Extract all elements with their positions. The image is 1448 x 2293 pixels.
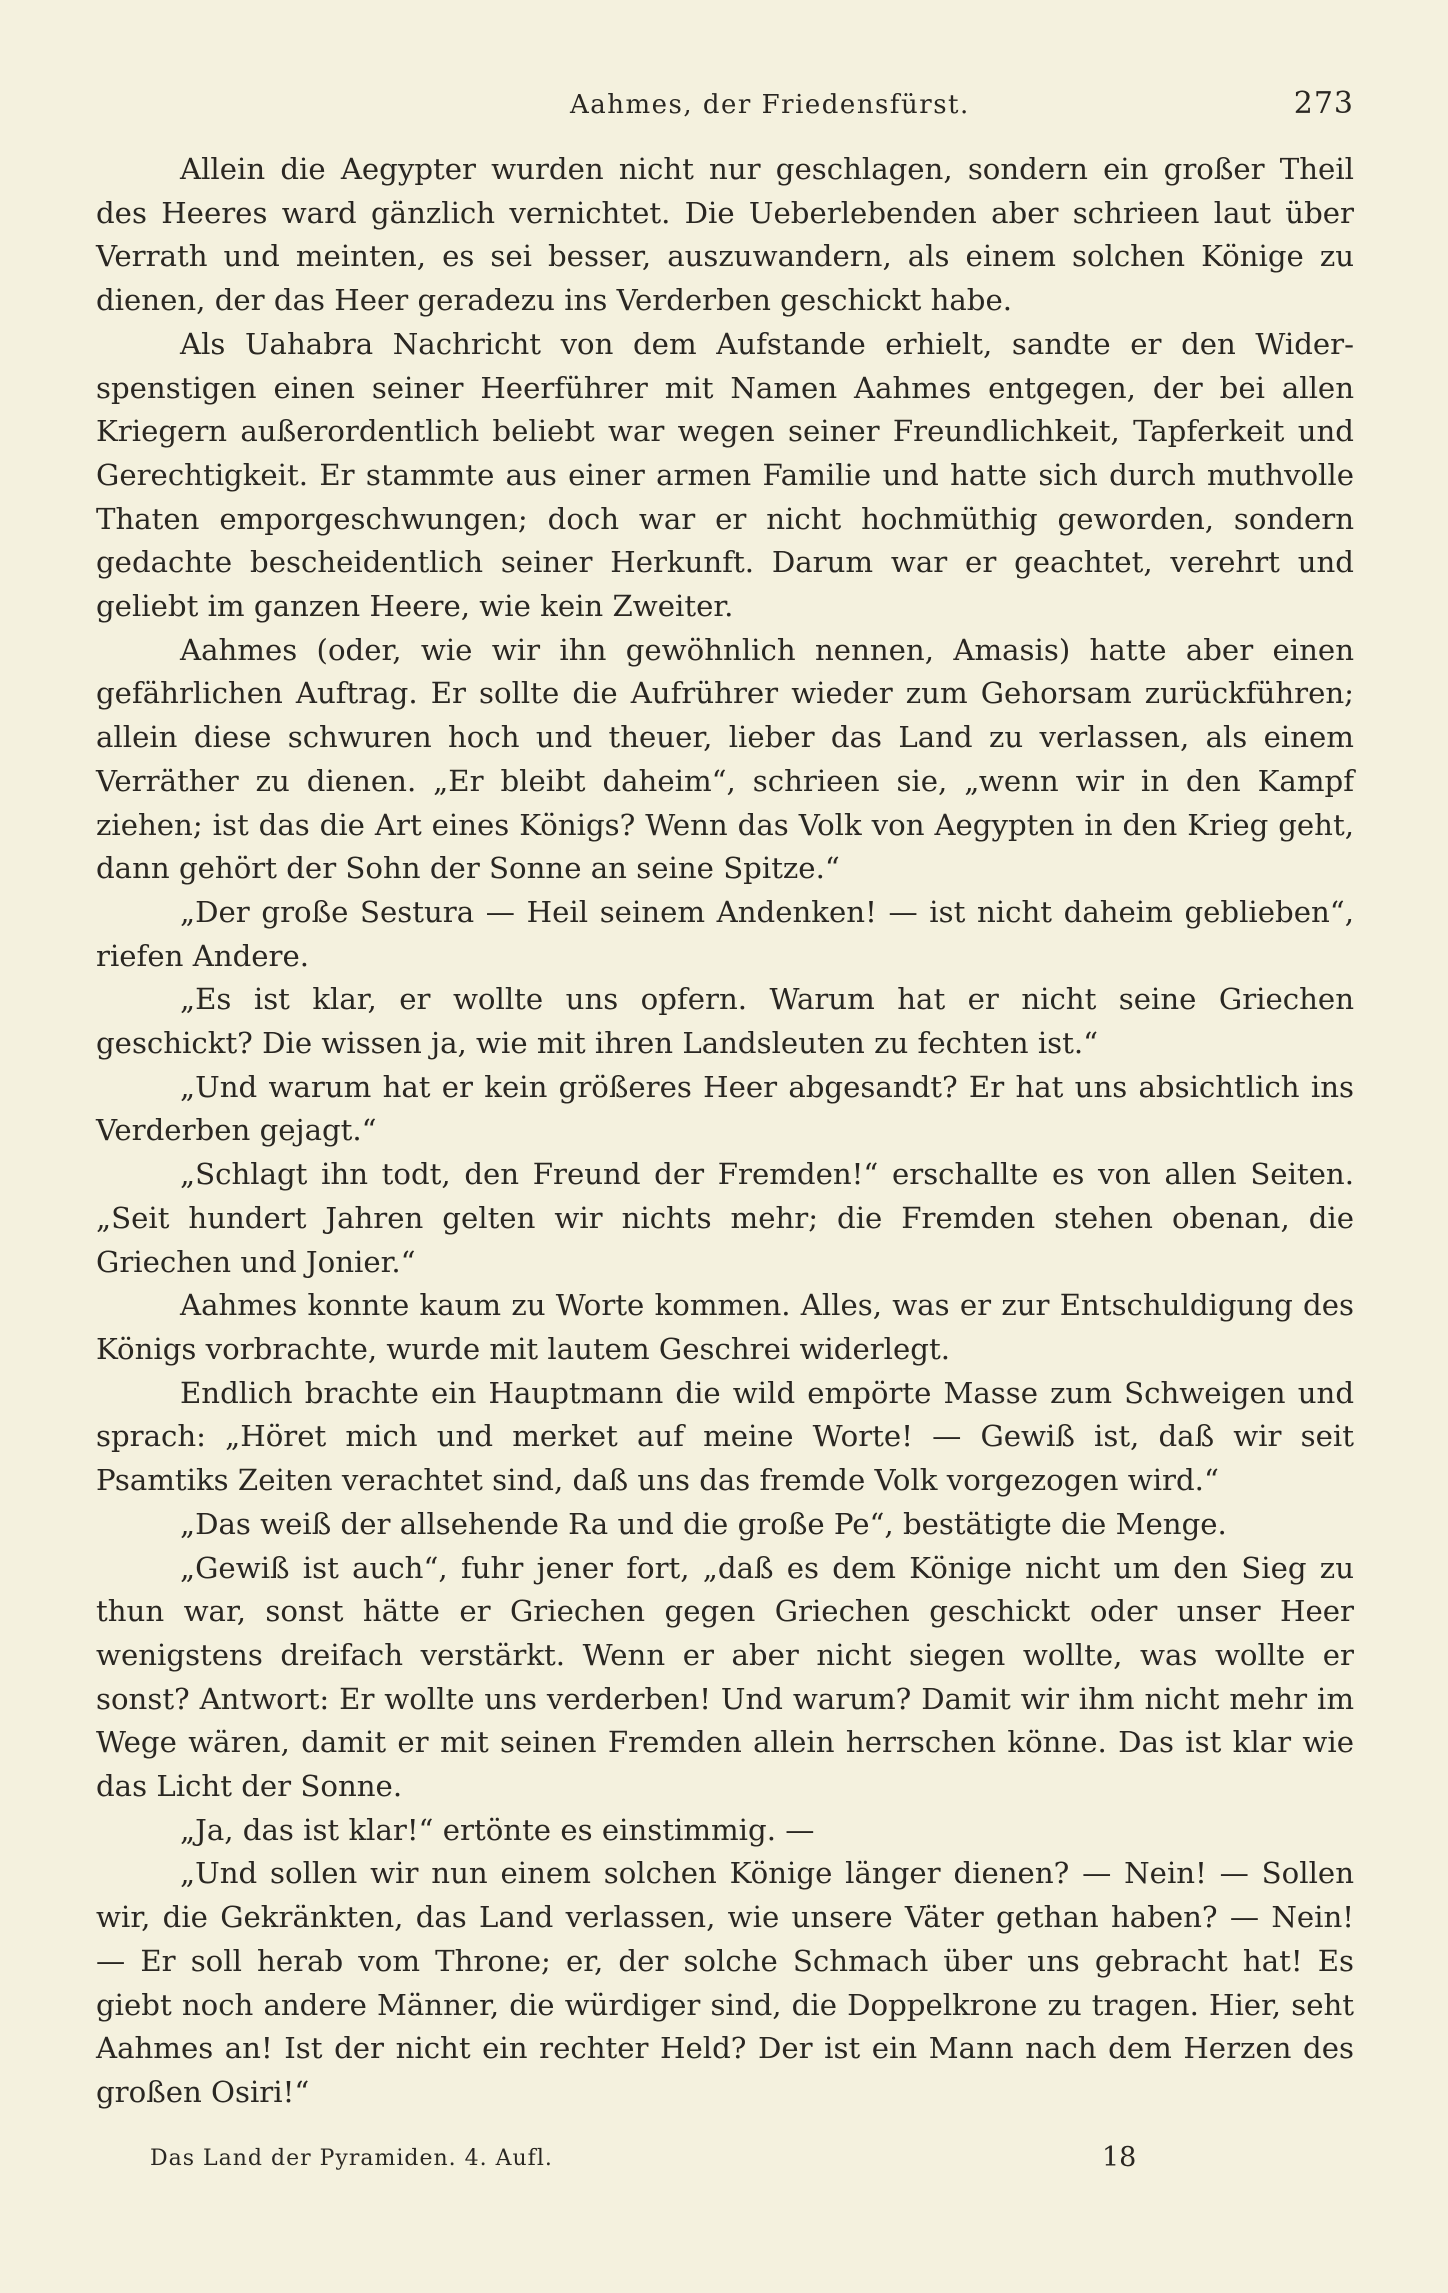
paragraph: „Es ist klar, er wollte uns opfern. Warum hat er nicht seine Griechen geschickt? Die wissen ja, wie mit ihren Landsleuten zu fechten ist.“ — [96, 982, 1354, 1061]
paragraph: Allein die Aegypter wurden nicht nur geschlagen, sondern ein großer Theil des Heeres ward gänzlich vernichtet. Die Ueberlebenden aber schrieen laut über Verrath und meinten, es sei besser, auszuwandern, als einem solchen Könige zu dienen, der das Heer geradezu ins Verderben geschickt habe. — [96, 152, 1354, 318]
paragraph: „Und sollen wir nun einem solchen Könige länger dienen? — Nein! — Sollen wir, die Gekränkten, das Land verlassen, wie unsere Väter gethan haben? — Nein! — Er soll herab vom Throne; er, der solche Schmach über uns gebracht hat! Es giebt noch andere Männer, die würdiger sind, die Doppelkrone zu tragen. Hier, seht Aahmes an! Ist der nicht ein rechter Held? Der ist ein Mann nach dem Herzen des großen Osiri!“ — [96, 1856, 1354, 2109]
page-footer — [150, 2142, 1448, 2173]
page-header — [96, 86, 1354, 140]
paragraph: „Das weiß der allsehende Ra und die große Pe“, bestätigte die Menge. — [180, 1506, 1227, 1541]
paragraph: Aahmes (oder, wie wir ihn gewöhnlich nennen, Amasis) hatte aber einen gefährlichen Auftrag. Er sollte die Aufrührer wieder zum Gehorsam zurückführen; allein diese schwuren hoch und theuer, lieber das Land zu verlassen, als einem Verräther zu dienen. „Er bleibt daheim“, schrieen sie, „wenn wir in den Kampf ziehen; ist das die Art eines Königs? Wenn das Volk von Aegypten in den Krieg geht, dann gehört der Sohn der Sonne an seine Spitze.“ — [96, 632, 1354, 886]
paragraph: „Der große Sesturа — Heil seinem Andenken! — ist nicht daheim geblieben“, riefen Andere. — [96, 894, 1354, 973]
page-number: 273 — [1293, 86, 1354, 121]
paragraph: Als Uahabra Nachricht von dem Aufstande erhielt, sandte er den Widerspenstigen einen seiner Heerführer mit Namen Aahmes entgegen, der bei allen Kriegern außerordentlich beliebt war wegen seiner Freundlichkeit, Tapferkeit und Gerechtigkeit. Er stammte aus einer armen Familie und hatte sich durch muthvolle Thaten emporgeschwungen; doch war er nicht hochmüthig geworden, sondern gedachte bescheidentlich seiner Herkunft. Darum war er geachtet, verehrt und geliebt im ganzen Heere, wie kein Zweiter. — [96, 326, 1354, 624]
paragraph: „Und warum hat er kein größeres Heer abgesandt? Er hat uns absichtlich ins Verderben gejagt.“ — [96, 1069, 1354, 1148]
paragraph: Endlich brachte ein Hauptmann die wild empörte Masse zum Schweigen und sprach: „Höret mich und merket auf meine Worte! — Gewiß ist, daß wir seit Psamtiks Zeiten verachtet sind, daß uns das fremde Volk vorgezogen wird.“ — [96, 1375, 1354, 1498]
body-text — [96, 148, 1354, 2115]
paragraph: Aahmes konnte kaum zu Worte kommen. Alles, was er zur Entschuldigung des Königs vorbrachte, wurde mit lautem Geschrei widerlegt. — [96, 1288, 1354, 1366]
paragraph: „Schlagt ihn todt, den Freund der Fremden!“ erschallte es von allen Seiten. „Seit hundert Jahren gelten wir nichts mehr; die Fremden stehen obenan, die Griechen und Jonier.“ — [96, 1157, 1354, 1279]
running-title: Aahmes, der Friedensfürst. — [569, 90, 970, 120]
footer-book-title: Das Land der Pyramiden. 4. Aufl. — [150, 2146, 553, 2171]
paragraph: „Ja, das ist klar!“ ertönte es einstimmig. — — [180, 1812, 815, 1847]
paragraph: „Gewiß ist auch“, fuhr jener fort, „daß es dem Könige nicht um den Sieg zu thun war, sonst hätte er Griechen gegen Griechen geschickt oder unser Heer wenigstens dreifach verstärkt. Wenn er aber nicht siegen wollte, was wollte er sonst? Antwort: Er wollte uns verderben! Und warum? Damit wir ihm nicht mehr im Wege wären, damit er mit seinen Fremden allein herrschen könne. Das ist klar wie das Licht der Sonne. — [96, 1550, 1354, 1804]
printer-signature: 18 — [1102, 2142, 1137, 2173]
